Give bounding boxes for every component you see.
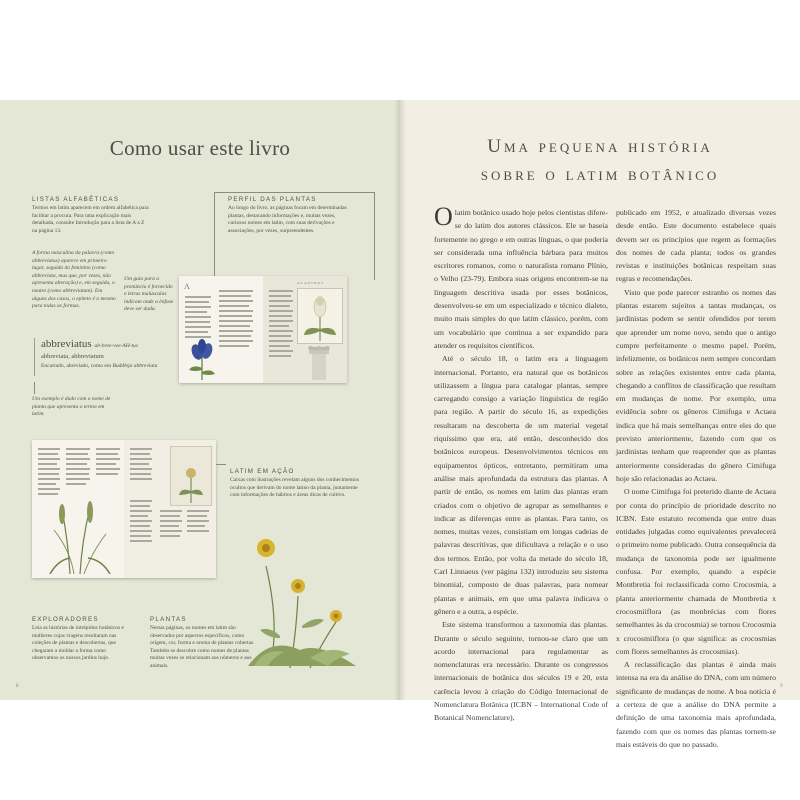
sample-line [38, 468, 60, 470]
sample-line [219, 315, 252, 317]
sample-line [96, 473, 118, 475]
sample-line [269, 335, 291, 337]
abbr-meaning: Encurtado, abreviado, como em [41, 363, 113, 369]
sample-line [96, 458, 120, 460]
sample-line [160, 525, 179, 527]
body-paragraph: O nome Cimifuga foi preterido diante de Actaea por conta do princípio de prioridade descrito no ICBN. Este estatuto recomenda que entre duas entidades julgadas como equivalentes prevalecerá o primeiro nome publicado. Outra consequência da mudança de taxonomia pode ser igualmente confusa. Por exemplo, quando a espécie Montbretia foi reclassificada como Crocosmia, a planta anteriormente chamada de Montbretia x crocosmiiflora (as monbrécias com flores semelhantes às da crocosmia) se tornou Crocosmia x crocosmiiflora (o que significa: as crocosmias com flores semelhantes às crocosmias). [616, 487, 776, 656]
sample-box [170, 446, 212, 506]
example-note: Um exemplo é dado com o nome de planta que apresenta o termo em latim. [32, 396, 111, 418]
sample-spread-top [179, 276, 347, 383]
blue-gentian-illustration [185, 338, 219, 380]
sample-line [130, 478, 152, 480]
body-paragraph: A reclassificação das plantas é ainda mais intensa na era da análise do DNA, com um número significante de mudanças de nome. A boa notícia é a certeza de que a análise do DNA permite a definição de uma taxonomia mais aprofundada, fazendo com que os nomes das plantas tornem-se mais estáveis do que no passado. [616, 660, 776, 749]
sample-line [219, 290, 253, 292]
body-column-2 [616, 206, 776, 751]
sample-line [185, 301, 209, 303]
sample-line [187, 510, 209, 512]
plantas-text: Nestas páginas, os nomes em latim são observados por aspectos específicos, como origem, cor, forma e aroma de plantas cobertas. Também se descobre como nomes de plantas muitas vezes se relacionam aos números e aos animais. [150, 625, 255, 669]
sample-line [130, 463, 149, 465]
sample-line [130, 468, 152, 470]
sample-line [130, 500, 152, 502]
body-paragraph: Até o século 18, o latim era a linguagem internacional. Portanto, era natural que os botânicos utilizassem a língua para catalogar plantas, sempre carregando consigo a variação linguística de região para região. A partir do século 16, as expedições resultaram na descoberta de um material vegetal riquíssimo que era, até então, desconhecido dos botânicos europeus. Desenvolvimentos técnicos em equipamentos ópticos, entretanto, permitiram uma análise mais aprofundada da estrutura das plantas. A partir de então, os nomes em latim das plantas eram criados com o objetivo de agrupar as semelhantes e indicar as diferenças entre as plantas. Para tanto, os nomes, muitas vezes, consistiam em longas cadeias de palavras descritivas, que dificultava a relação e o uso dos termos. Então, por volta da metade do século 18, Carl Linnaeus (ver página 132) introduziu seu sistema binomial, composto de duas palavras, para nomear plantas e animais, em que uma palavra indicava o gênero e a outra, a espécie. [434, 354, 608, 616]
sample-line [269, 290, 293, 292]
sample-line [219, 330, 253, 332]
sample-line [269, 325, 289, 327]
exploradores-text: Leia as histórias de intrépidos botânicos e mulheres cujas viagens resultaram nas coleções de plantas e descobertas, que chegaram a moldar a forma como observamos os nossos jardins hoje. [32, 625, 124, 662]
sample-line [187, 520, 209, 522]
sample-line [269, 315, 292, 317]
sample-letter: A [184, 282, 190, 291]
left-page-title: Como usar este livro [109, 136, 291, 160]
yellow-flower-illustration [240, 526, 364, 674]
sample-line [185, 316, 211, 318]
abbr-example: Buddleja abbreviata [112, 363, 158, 369]
sample-box-plant [171, 447, 211, 505]
drop-cap: O [434, 202, 453, 231]
sample-line [96, 453, 118, 455]
sample-line [66, 448, 90, 450]
sample-line [38, 493, 58, 495]
plantas-heading: PLANTAS [150, 616, 187, 623]
sample-line [160, 535, 180, 537]
sample-line [130, 448, 152, 450]
example-leader [34, 382, 35, 394]
sample-line [130, 515, 148, 517]
sample-line [130, 453, 150, 455]
sample-line [269, 355, 291, 357]
listas-heading: LISTAS ALFABÉTICAS [32, 196, 120, 203]
acanthus-illustration [298, 289, 342, 343]
perfil-text: Ao longo do livro, as páginas focam em determinadas plantas, destacando informações e, muitas vezes, curiosos nomes em latim, com suas derivações e associações, por vezes, surpreendentes. [228, 205, 347, 234]
latim-text: Caixas com ilustrações revelam alguns dos conhecimentos ocultos que derivam do nome latino da planta, juntamente com informações de hábitos e áreas dicas de cultivo. [230, 477, 359, 499]
sample-line [96, 448, 120, 450]
sample-line [38, 448, 60, 450]
sample-line [96, 468, 120, 470]
sample-line [187, 530, 209, 532]
sample-line [130, 505, 150, 507]
sample-line [160, 520, 182, 522]
sample-line [219, 325, 250, 327]
sample-line [269, 300, 293, 302]
sample-line [66, 473, 89, 475]
abbr-word: abbreviatus [41, 338, 92, 350]
guide-note: Um guia para a pronúncia é fornecido e letras maiúsculas indicam onde a ênfase deve ser dada. [124, 276, 174, 313]
sample-line [219, 295, 251, 297]
sample-line [160, 515, 180, 517]
perfil-leader [214, 192, 215, 280]
sample-line [66, 468, 90, 470]
sample-heading: ACANTHUS [297, 281, 325, 285]
sample-line [185, 321, 210, 323]
sample-line [269, 320, 293, 322]
column-illustration [297, 344, 341, 382]
sample-line [219, 345, 249, 347]
sample-line [269, 340, 293, 342]
acanthus-plate [297, 288, 343, 344]
perfil-leader-right [374, 192, 375, 280]
right-page-title-line1: Uma pequena história [487, 136, 713, 157]
paragraph-text: latim botânico usado hoje pelos cientistas difere-se do latim dos autores clássicos. Ele se baseia fortemente no grego e em outras línguas, o que poderia ser considerada uma influência bárbara para muitos escritores romanos, como o naturalista romano Plínio, o Velho (23-79). Embora suas origens encontrem-se na linguagem descritiva usada por esses botânicos, desenvolveu-se em um especializado e técnico dialeto, muito mais simples do que latim clássico, porém, com um vocabulário que continua a ser expandido para atender os requisitos científicos. [434, 208, 608, 350]
sample-line [38, 458, 60, 460]
body-paragraph: Visto que pode parecer estranho os nomes das plantas estarem sujeitos a tantas mudanças, os jardinistas podem se sentir ofendidos por terem que aprender um nome novo, sendo que o antigo cumpre perfeitamente o mesmo papel. Porém, infelizmente, os botânicos nem sempre concordam sobre as relações existentes entre cada planta, chegando a conflitos de classificação que resultam em mudanças de nome. Por exemplo, uma evidência sobre os gêneros Cimifuga e Actaea indica que há mais semelhanças entre eles do que previsto anteriormente, fazendo com que os jardinistas tenham que reaprender que as plantas anteriormente consideradas do gênero Cimifuga hoje são relacionadas ao Actaea. [616, 287, 776, 483]
sample-line [66, 458, 90, 460]
sample-line [66, 483, 86, 485]
left-page [0, 100, 400, 700]
sample-line [66, 478, 90, 480]
abbr-meaning-line [41, 363, 157, 369]
sample-line [130, 540, 152, 542]
body-paragraph [434, 202, 608, 352]
sample-line [269, 310, 293, 312]
listas-text: Termos em latim aparecem em ordem alfabética para facilitar a procura. Para uma explicação mais detalhada, consulte Introdução para a lista de A a Z na página 13. [32, 205, 149, 234]
book-gutter [394, 100, 406, 700]
perfil-leader-top [214, 192, 374, 193]
body-column-1 [434, 202, 608, 725]
sample-line [96, 463, 116, 465]
latim-leader [216, 464, 226, 465]
body-paragraph: Este sistema transformou a taxonomia das plantas. Durante o século seguinte, tornou-se claro que um acordo internacional para regulamentar as nomenclaturas era necessário. Durante os congressos internacionais de botânica dos séculos 19 e 20, esta carência levou à criação do Código Internacional de Nomenclatura Botânica (ICBN – International Code of Botanical Nomenclature), [434, 620, 608, 723]
sample-line [185, 326, 211, 328]
sample-line [130, 510, 152, 512]
abbr-pronunciation: ab-bree-vee-AH-tus [94, 343, 138, 349]
sample-line [187, 515, 207, 517]
sample-line [269, 305, 290, 307]
sample-line [66, 453, 88, 455]
sample-line [219, 320, 253, 322]
sample-line [269, 350, 293, 352]
right-page-title-line2: sobre o latim botânico [480, 164, 720, 185]
sample-line [38, 488, 60, 490]
sample-line [185, 311, 207, 313]
sample-line [160, 510, 182, 512]
abbr-word-line [41, 338, 138, 350]
sample-line [269, 295, 291, 297]
sample-line [38, 483, 56, 485]
abbreviatus-entry [34, 338, 185, 376]
sample-line [269, 345, 290, 347]
sample-line [38, 463, 57, 465]
sample-line [38, 473, 59, 475]
sample-spread-bottom [32, 440, 216, 578]
sample-line [38, 478, 60, 480]
sample-line [66, 463, 87, 465]
sample-line [130, 520, 152, 522]
grass-illustration [40, 500, 120, 574]
sample-line [185, 296, 211, 298]
right-page-number: 9 [780, 684, 783, 689]
sample-line [38, 453, 58, 455]
sample-line [219, 335, 251, 337]
sample-line [130, 458, 152, 460]
sample-line [185, 331, 208, 333]
sample-line [219, 340, 253, 342]
sample-line [160, 530, 182, 532]
sample-line [219, 310, 253, 312]
sample-line [187, 525, 205, 527]
body-paragraph: publicado em 1952, e atualizado diversas vezes desde então. Este documento estabelece quais devem ser os princípios que regem as formações dos nomes de cada planta; todos os grandes revistas e instituições botânicas respeitam suas regras e recomendações. [616, 208, 776, 284]
sample-line [219, 305, 249, 307]
exploradores-heading: EXPLORADORES [32, 616, 99, 623]
feminine-note: A forma masculina da palavra (como abbreviatus) aparece em primeiro lugar, seguida do feminino (como abbreviata, mas que, por vezes, não apresenta alteração) e, em seguida, o neutro (como abbreviatum). Em alguns dos casos, o epíteto é o mesmo para todas as formas. [32, 250, 116, 310]
sample-line [130, 525, 150, 527]
book-spread [0, 100, 800, 749]
sample-line [130, 473, 151, 475]
latim-heading: LATIM EM AÇÃO [230, 468, 295, 475]
abbr-forms: abbreviata, abbreviatum [41, 353, 104, 360]
perfil-heading: PERFIL DAS PLANTAS [228, 196, 317, 203]
left-page-number: 8 [16, 684, 19, 689]
sample-line [219, 300, 253, 302]
sample-line [185, 306, 211, 308]
sample-line [130, 535, 151, 537]
sample-line [130, 530, 152, 532]
sample-line [269, 330, 293, 332]
